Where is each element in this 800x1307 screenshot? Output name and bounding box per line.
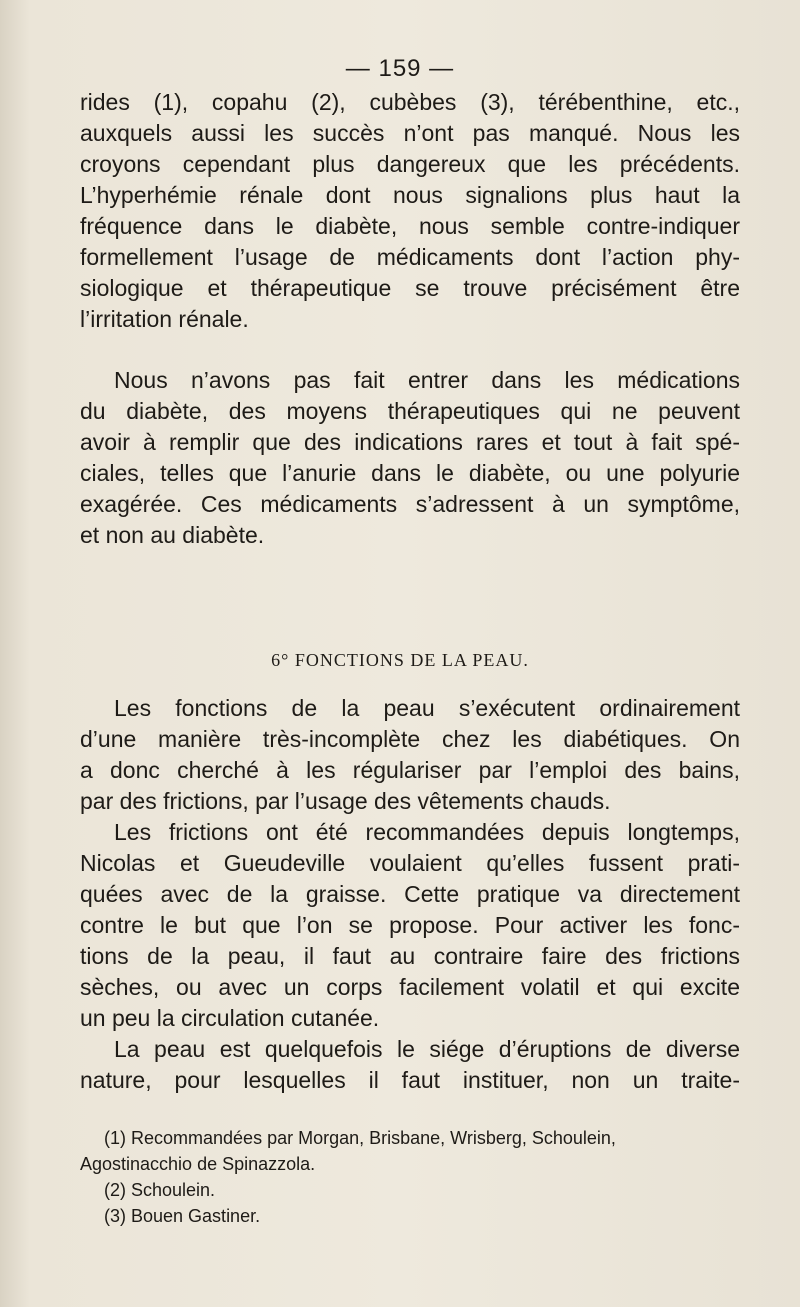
section-heading: 6° FONCTIONS DE LA PEAU.: [271, 650, 529, 670]
footnotes: [80, 1125, 740, 1229]
text-line: L’hyperhémie rénale dont nous signalions plus haut la: [80, 182, 740, 208]
text-line: sèches, ou avec un corps facilement volatil et qui excite: [80, 974, 740, 1000]
text-line: siologique et thérapeutique se trouve précisément être: [80, 275, 740, 301]
text-line: nature, pour lesquelles il faut instituer, non un traite-: [80, 1067, 740, 1093]
text-line: Nicolas et Gueudeville voulaient qu’elles fussent prati-: [80, 850, 740, 876]
text-line: par des frictions, par l’usage des vêtements chauds.: [80, 788, 611, 814]
footnote-3: (3) Bouen Gastiner.: [104, 1206, 261, 1226]
text-line: exagérée. Ces médicaments s’adressent à un symptôme,: [80, 491, 740, 517]
text-line: a donc cherché à les régulariser par l’emploi des bains,: [80, 757, 740, 783]
text-line: Les frictions ont été recommandées depuis longtemps,: [114, 819, 740, 845]
paragraph-4: [80, 817, 740, 1034]
text-line: d’une manière très-incomplète chez les diabétiques. On: [80, 726, 740, 752]
text-line: La peau est quelquefois le siége d’éruptions de diverse: [114, 1036, 740, 1062]
text-line: contre le but que l’on se propose. Pour activer les fonc-: [80, 912, 740, 938]
text-line: l’irritation rénale.: [80, 306, 249, 332]
text-line: avoir à remplir que des indications rares et tout à fait spé-: [80, 429, 740, 455]
text-line: du diabète, des moyens thérapeutiques qui ne peuvent: [80, 398, 740, 424]
text-line: tions de la peau, il faut au contraire faire des frictions: [80, 943, 740, 969]
text-line: rides (1), copahu (2), cubèbes (3), térébenthine, etc.,: [80, 89, 740, 115]
text-line: un peu la circulation cutanée.: [80, 1005, 380, 1031]
text-line: croyons cependant plus dangereux que les précédents.: [80, 151, 740, 177]
paragraph-2: [80, 365, 740, 551]
footnote-1-continued: Agostinacchio de Spinazzola.: [80, 1154, 316, 1174]
paragraph-1: [80, 87, 740, 335]
text-line: auxquels aussi les succès n’ont pas manqué. Nous les: [80, 120, 740, 146]
paragraph-5: [80, 1034, 740, 1096]
text-line: ciales, telles que l’anurie dans le diabète, ou une polyurie: [80, 460, 740, 486]
text-line: fréquence dans le diabète, nous semble contre-indiquer: [80, 213, 740, 239]
footnote-2: (2) Schoulein.: [104, 1180, 216, 1200]
footnote-1: (1) Recommandées par Morgan, Brisbane, Wrisberg, Schoulein,: [104, 1128, 616, 1148]
text-line: quées avec de la graisse. Cette pratique va directement: [80, 881, 740, 907]
text-line: formellement l’usage de médicaments dont l’action phy-: [80, 244, 740, 270]
text-line: et non au diabète.: [80, 522, 265, 548]
page-number: — 159 —: [345, 55, 455, 82]
text-line: Nous n’avons pas fait entrer dans les médications: [114, 367, 740, 393]
paragraph-3: [80, 693, 740, 817]
text-line: Les fonctions de la peau s’exécutent ordinairement: [114, 695, 740, 721]
